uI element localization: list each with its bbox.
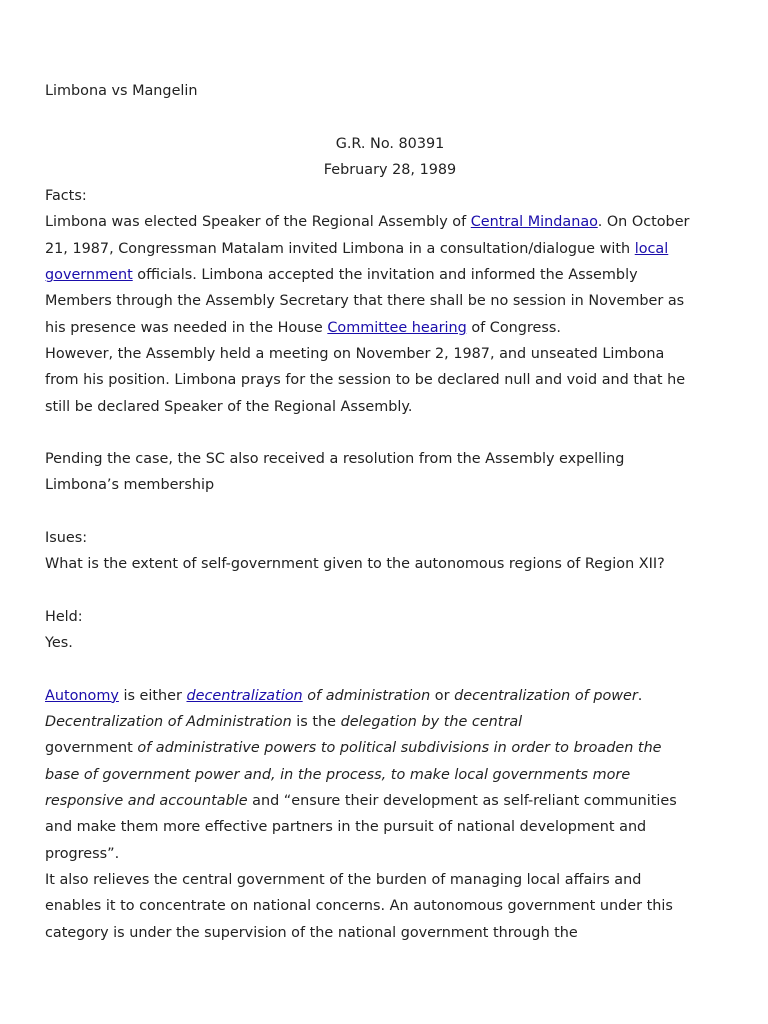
autonomy-line-8: It also relieves the central government of the burden of managing local affairs and xyxy=(45,871,642,888)
central-mindanao-link[interactable]: Central Mindanao xyxy=(470,214,598,231)
autonomy-line-4: base of government power and, in the process, to make local governments more xyxy=(45,766,631,783)
facts-line-4: Members through the Assembly Secretary that there shall be no session in November as xyxy=(45,293,685,310)
document-page xyxy=(45,78,735,946)
pending-line-2: Limbona’s membership xyxy=(45,477,215,494)
held-text: Yes. xyxy=(45,635,73,652)
issues-heading: Isues: xyxy=(45,530,88,547)
issue-text: What is the extent of self-government given to the autonomous regions of Region XII? xyxy=(45,556,665,573)
facts-line-6: However, the Assembly held a meeting on November 2, 1987, and unseated Limbona xyxy=(45,345,665,362)
autonomy-line-10: category is under the supervision of the national government through the xyxy=(45,924,578,941)
facts-line-1: Limbona was elected Speaker of the Regional Assembly of Central Mindanao. On October xyxy=(45,214,690,231)
case-number: G.R. No. 80391 xyxy=(335,135,445,152)
held-heading: Held: xyxy=(45,608,83,625)
committee-hearing-link[interactable]: Committee hearing xyxy=(327,319,467,336)
autonomy-line-6: and make them more effective partners in the pursuit of national development and xyxy=(45,819,647,836)
autonomy-line-5: responsive and accountable and “ensure their development as self-reliant communities xyxy=(45,793,677,810)
facts-line-3: government officials. Limbona accepted the invitation and informed the Assembly xyxy=(45,267,638,284)
autonomy-line-9: enables it to concentrate on national concerns. An autonomous government under this xyxy=(45,898,673,915)
document-title: Limbona vs Mangelin xyxy=(45,83,198,99)
pending-line-1: Pending the case, the SC also received a resolution from the Assembly expelling xyxy=(45,451,625,468)
autonomy-line-1: Autonomy is either decentralization of administration or decentralization of power. xyxy=(45,687,643,704)
local-government-link-cont[interactable]: government xyxy=(45,267,133,284)
autonomy-link[interactable]: Autonomy xyxy=(45,687,119,704)
facts-line-5: his presence was needed in the House Committee hearing of Congress. xyxy=(45,319,561,336)
facts-line-8: still be declared Speaker of the Regional Assembly. xyxy=(45,398,413,415)
decentralization-link[interactable]: decentralization xyxy=(186,687,303,704)
local-government-link[interactable]: local xyxy=(634,240,669,257)
case-date: February 28, 1989 xyxy=(323,161,457,178)
autonomy-line-2: Decentralization of Administration is the delegation by the central xyxy=(45,714,523,731)
facts-line-2: 21, 1987, Congressman Matalam invited Limbona in a consultation/dialogue with local xyxy=(45,240,669,257)
facts-line-7: from his position. Limbona prays for the session to be declared null and void and that he xyxy=(45,372,686,389)
facts-heading: Facts: xyxy=(45,188,87,205)
autonomy-line-7: progress”. xyxy=(45,845,120,862)
autonomy-line-3: government of administrative powers to political subdivisions in order to broaden the xyxy=(45,740,662,757)
